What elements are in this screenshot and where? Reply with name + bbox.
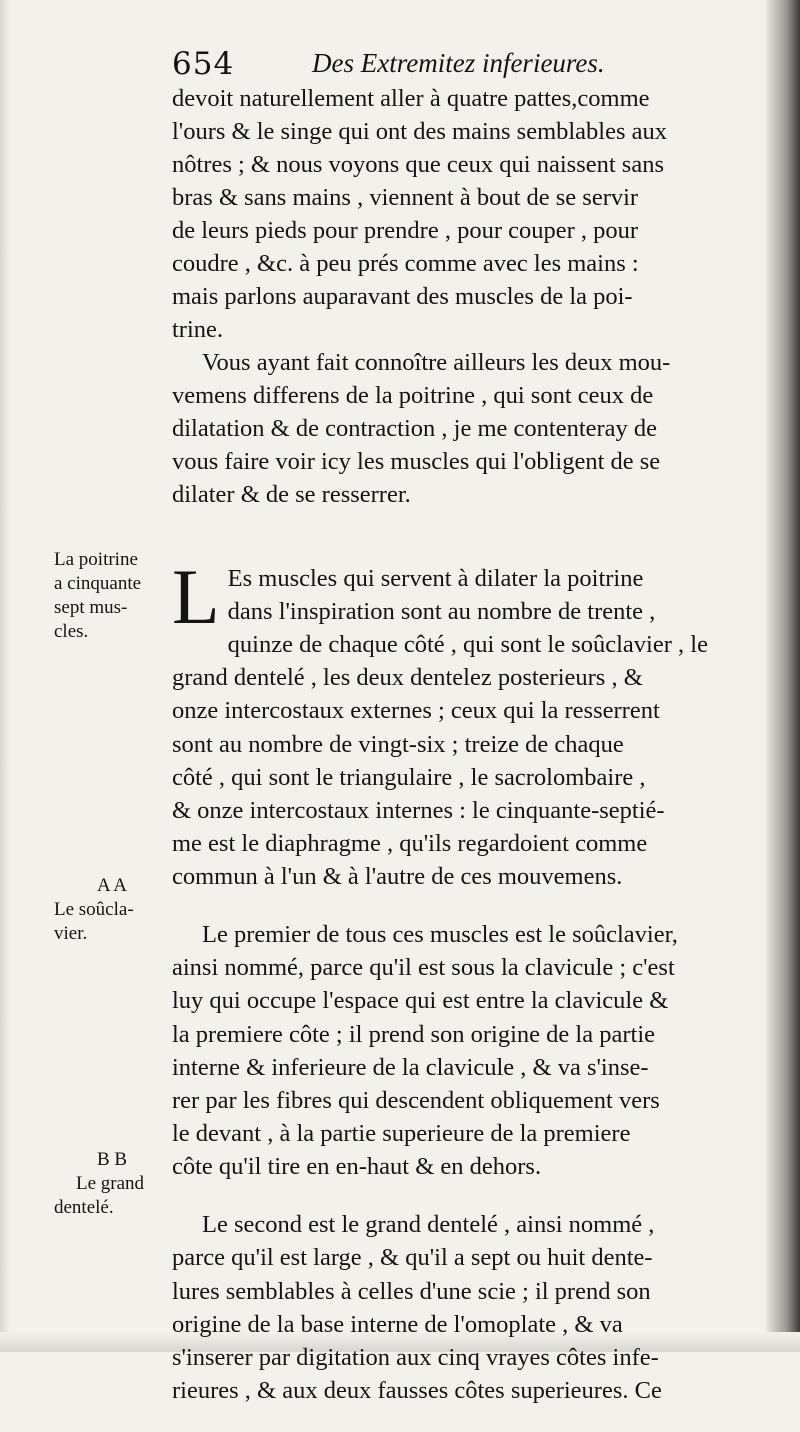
page-header <box>172 46 772 86</box>
page-left-shadow <box>0 0 10 1352</box>
text-line: dilatation & de contraction , je me contenteray de <box>172 415 658 442</box>
text-line: & onze intercostaux internes : le cinquante-septié- <box>172 796 665 824</box>
running-title: Des Extremitez inferieures. <box>312 48 605 78</box>
text-line: le devant , à la partie superieure de la premiere <box>172 1120 631 1148</box>
margin-note-line: cles. <box>54 621 89 642</box>
text-line: grand dentelé , les deux dentelez posterieurs , & <box>172 664 643 692</box>
margin-note-line: sept mus- <box>54 597 128 618</box>
margin-note-line: La poitrine <box>54 549 138 570</box>
text-line: vemens differens de la poitrine , qui sont ceux de <box>172 382 654 409</box>
text-line: me est le diaphragme , qu'ils regardoient comme <box>172 830 648 858</box>
text-line: rieures , & aux deux fausses côtes superieures. Ce <box>172 1377 662 1405</box>
text-line: Le second est le grand dentelé , ainsi nommé , <box>202 1211 655 1239</box>
text-line: nôtres ; & nous voyons que ceux qui naissent sans <box>172 151 664 178</box>
margin-note-souclavier <box>54 874 170 946</box>
text-line: commun à l'un & à l'autre de ces mouvemens. <box>172 863 623 891</box>
text-line: côté , qui sont le triangulaire , le sacrolombaire , <box>172 763 646 791</box>
page-right-shadow <box>766 0 800 1352</box>
text-line: la premiere côte ; il prend son origine de la partie <box>172 1020 656 1048</box>
text-line: quinze de chaque côté , qui sont le soûclavier , le <box>227 630 708 658</box>
text-line: luy qui occupe l'espace qui est entre la clavicule & <box>172 987 669 1015</box>
text-line: dans l'inspiration sont au nombre de trente , <box>227 597 656 625</box>
text-line: rer par les fibres qui descendent obliquement vers <box>172 1087 660 1115</box>
text-line: devoit naturellement aller à quatre pattes,comme <box>172 85 650 112</box>
paragraph-4 <box>172 918 740 1184</box>
paragraph-3 <box>172 552 740 894</box>
paragraph-5 <box>172 1208 740 1407</box>
text-line: sont au nombre de vingt-six ; treize de chaque <box>172 730 624 758</box>
paragraph-2 <box>172 346 740 511</box>
paragraph-1 <box>172 82 740 346</box>
margin-note-line: Le grand <box>76 1173 145 1194</box>
margin-note-line: Le soûcla- <box>54 899 134 920</box>
margin-note-line: vier. <box>54 923 88 944</box>
text-line: interne & inferieure de la clavicule , & va s'inse- <box>172 1053 649 1081</box>
margin-note-grand-dentele <box>54 1148 170 1220</box>
body-text-upper <box>172 82 740 511</box>
text-line: côte qu'il tire en en-haut & en dehors. <box>172 1153 542 1181</box>
text-line: Es muscles qui servent à dilater la poitrine <box>227 564 644 592</box>
text-line: origine de la base interne de l'omoplate , & va <box>172 1310 623 1338</box>
text-line: s'inserer par digitation aux cinq vrayes côtes infe- <box>172 1343 659 1371</box>
margin-note-line: dentelé. <box>54 1197 114 1218</box>
text-line: coudre , &c. à peu prés comme avec les mains : <box>172 250 639 277</box>
text-line: vous faire voir icy les muscles qui l'obligent de se <box>172 448 661 475</box>
text-line: parce qu'il est large , & qu'il a sept ou huit dente- <box>172 1244 653 1272</box>
margin-note-figure-ref: B B <box>96 1149 128 1170</box>
text-line: dilater & de se resserrer. <box>172 481 411 508</box>
text-line: trine. <box>172 316 224 343</box>
margin-note-line: a cinquante <box>54 573 142 594</box>
text-line: de leurs pieds pour prendre , pour couper , pour <box>172 217 639 244</box>
margin-note-poitrine <box>54 548 170 644</box>
drop-capital: L <box>172 552 220 640</box>
margin-note-figure-ref: A A <box>96 875 128 896</box>
text-line: onze intercostaux externes ; ceux qui la resserrent <box>172 697 660 725</box>
text-line: bras & sans mains , viennent à bout de se servir <box>172 184 639 211</box>
text-line: Vous ayant fait connoître ailleurs les deux mou- <box>202 349 671 376</box>
page-number: 654 <box>172 46 235 82</box>
body-text-lower <box>172 537 740 1432</box>
text-line: ainsi nommé, parce qu'il est sous la clavicule ; c'est <box>172 954 675 982</box>
text-line: Le premier de tous ces muscles est le soûclavier, <box>202 921 678 949</box>
text-line: l'ours & le singe qui ont des mains semblables aux <box>172 118 668 145</box>
text-line: lures semblables à celles d'une scie ; il prend son <box>172 1277 651 1305</box>
text-line: mais parlons auparavant des muscles de la poi- <box>172 283 633 310</box>
